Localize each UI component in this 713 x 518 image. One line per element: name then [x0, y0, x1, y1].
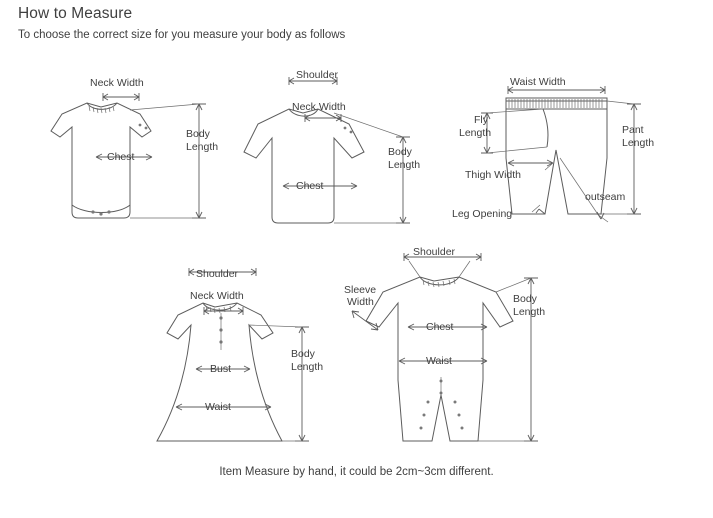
romper-body-length-label-line1: Body [513, 293, 537, 305]
pants-fly-length-label-line1: Fly [474, 114, 488, 126]
pants-leg-opening-label: Leg Opening [452, 208, 513, 220]
dress-shoulder-label: Shoulder [196, 268, 239, 280]
top-shoulder-label: Shoulder [296, 69, 339, 81]
romper-body-length-label-line2: Length [513, 306, 546, 318]
top-body-length-label-line1: Body [388, 146, 412, 158]
page-title: How to Measure [18, 5, 133, 22]
bodysuit-neck-width-label: Neck Width [90, 77, 144, 89]
bodysuit-chest-label: Chest [107, 151, 135, 163]
pants-pant-length-label-line2: Length [622, 137, 655, 149]
dress-body-length-label-line2: Length [291, 361, 324, 373]
pants-waist-width-label: Waist Width [510, 76, 566, 88]
pants-pant-length-label-line1: Pant [622, 124, 644, 136]
romper-chest-label: Chest [426, 321, 454, 333]
bodysuit-body-length-label-line2: Length [186, 141, 219, 153]
measurement-disclaimer: Item Measure by hand, it could be 2cm~3cm different. [219, 466, 494, 478]
romper-dimension-lines [352, 253, 538, 441]
page-subtitle: To choose the correct size for you measure your body as follows [18, 29, 346, 41]
dress-neck-width-label: Neck Width [190, 290, 244, 302]
top-chest-label: Chest [296, 180, 324, 192]
dress-waist-label: Waist [205, 401, 231, 413]
romper-shoulder-label: Shoulder [413, 246, 456, 258]
dress-bust-label: Bust [210, 363, 232, 375]
bodysuit-garment-shape [51, 103, 151, 218]
pants-fly-length-label-line2: Length [459, 127, 492, 139]
romper-sleeve-width-label-line2: Width [347, 296, 374, 308]
dress-body-length-label-line1: Body [291, 348, 315, 360]
top-garment-shape [244, 109, 364, 223]
romper-sleeve-width-label-line1: Sleeve [344, 284, 377, 296]
pants-thigh-width-label: Thigh Width [465, 169, 522, 181]
pants-outseam-label: outseam [585, 191, 626, 203]
bodysuit-body-length-label-line1: Body [186, 128, 210, 140]
top-body-length-label-line2: Length [388, 159, 421, 171]
romper-waist-label: Waist [426, 355, 452, 367]
top-neck-width-label: Neck Width [292, 101, 346, 113]
